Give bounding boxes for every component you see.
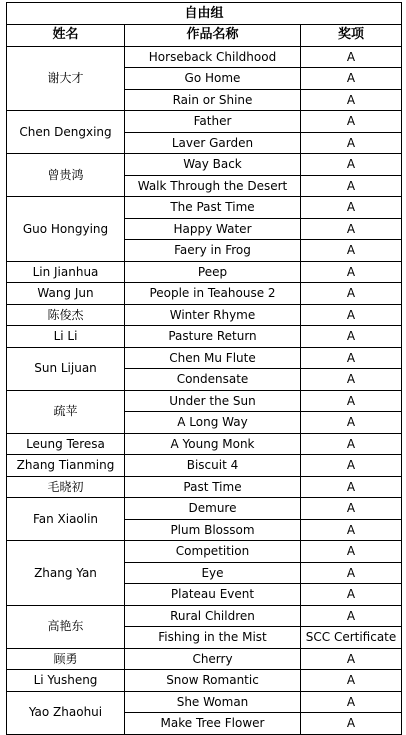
award-cell: A	[301, 455, 402, 477]
table-row	[7, 283, 402, 305]
table-row	[7, 648, 402, 670]
work-title-cell: Eye	[125, 562, 301, 584]
award-cell: A	[301, 584, 402, 606]
author-name-cell: Fan Xiaolin	[7, 498, 125, 541]
work-title-cell: Walk Through the Desert	[125, 175, 301, 197]
award-cell: SCC Certificate	[301, 627, 402, 649]
award-cell: A	[301, 691, 402, 713]
award-cell: A	[301, 713, 402, 735]
header-award: 奖项	[301, 25, 402, 47]
work-title-cell: Laver Garden	[125, 132, 301, 154]
award-cell: A	[301, 476, 402, 498]
award-cell: A	[301, 46, 402, 68]
author-name-cell: Wang Jun	[7, 283, 125, 305]
work-title-cell: Peep	[125, 261, 301, 283]
award-cell: A	[301, 111, 402, 133]
author-name-cell: Sun Lijuan	[7, 347, 125, 390]
table-row	[7, 197, 402, 219]
work-title-cell: Way Back	[125, 154, 301, 176]
table-body	[7, 46, 402, 734]
table-row	[7, 46, 402, 68]
work-title-cell: Condensate	[125, 369, 301, 391]
award-cell: A	[301, 326, 402, 348]
table-row	[7, 541, 402, 563]
table-row	[7, 326, 402, 348]
author-name-cell: 顾勇	[7, 648, 125, 670]
table-row	[7, 433, 402, 455]
work-title-cell: Go Home	[125, 68, 301, 90]
award-cell: A	[301, 412, 402, 434]
work-title-cell: Under the Sun	[125, 390, 301, 412]
table-row	[7, 154, 402, 176]
work-title-cell: A Long Way	[125, 412, 301, 434]
author-name-cell: Li Yusheng	[7, 670, 125, 692]
author-name-cell: 毛晓初	[7, 476, 125, 498]
work-title-cell: Past Time	[125, 476, 301, 498]
award-cell: A	[301, 154, 402, 176]
award-cell: A	[301, 390, 402, 412]
table-row	[7, 670, 402, 692]
award-cell: A	[301, 304, 402, 326]
author-name-cell: 高艳东	[7, 605, 125, 648]
award-cell: A	[301, 132, 402, 154]
work-title-cell: People in Teahouse 2	[125, 283, 301, 305]
work-title-cell: Make Tree Flower	[125, 713, 301, 735]
award-cell: A	[301, 240, 402, 262]
award-cell: A	[301, 218, 402, 240]
header-row	[7, 25, 402, 47]
work-title-cell: Fishing in the Mist	[125, 627, 301, 649]
title-row	[7, 3, 402, 25]
author-name-cell: Yao Zhaohui	[7, 691, 125, 734]
work-title-cell: Competition	[125, 541, 301, 563]
table-row	[7, 476, 402, 498]
table-row	[7, 498, 402, 520]
table-row	[7, 390, 402, 412]
award-cell: A	[301, 369, 402, 391]
author-name-cell: Zhang Yan	[7, 541, 125, 606]
work-title-cell: The Past Time	[125, 197, 301, 219]
work-title-cell: Winter Rhyme	[125, 304, 301, 326]
author-name-cell: 陈俊杰	[7, 304, 125, 326]
work-title-cell: Pasture Return	[125, 326, 301, 348]
table-row	[7, 455, 402, 477]
award-cell: A	[301, 347, 402, 369]
table-row	[7, 304, 402, 326]
table-row	[7, 605, 402, 627]
award-table	[6, 2, 402, 735]
author-name-cell: Leung Teresa	[7, 433, 125, 455]
award-cell: A	[301, 670, 402, 692]
award-cell: A	[301, 562, 402, 584]
award-cell: A	[301, 433, 402, 455]
work-title-cell: Biscuit 4	[125, 455, 301, 477]
award-cell: A	[301, 648, 402, 670]
award-cell: A	[301, 498, 402, 520]
award-cell: A	[301, 261, 402, 283]
work-title-cell: Father	[125, 111, 301, 133]
award-cell: A	[301, 541, 402, 563]
award-cell: A	[301, 197, 402, 219]
author-name-cell: 曾贵鸿	[7, 154, 125, 197]
work-title-cell: Plum Blossom	[125, 519, 301, 541]
author-name-cell: Chen Dengxing	[7, 111, 125, 154]
table-head	[7, 3, 402, 47]
award-cell: A	[301, 605, 402, 627]
work-title-cell: Cherry	[125, 648, 301, 670]
work-title-cell: Snow Romantic	[125, 670, 301, 692]
work-title-cell: Horseback Childhood	[125, 46, 301, 68]
author-name-cell: 谢大才	[7, 46, 125, 111]
work-title-cell: Plateau Event	[125, 584, 301, 606]
work-title-cell: Demure	[125, 498, 301, 520]
author-name-cell: Li Li	[7, 326, 125, 348]
header-work: 作品名称	[125, 25, 301, 47]
table-title: 自由组	[7, 3, 402, 25]
table-row	[7, 111, 402, 133]
award-cell: A	[301, 68, 402, 90]
table-row	[7, 691, 402, 713]
award-cell: A	[301, 175, 402, 197]
header-name: 姓名	[7, 25, 125, 47]
author-name-cell: Guo Hongying	[7, 197, 125, 262]
author-name-cell: Lin Jianhua	[7, 261, 125, 283]
work-title-cell: She Woman	[125, 691, 301, 713]
work-title-cell: Rural Children	[125, 605, 301, 627]
award-cell: A	[301, 89, 402, 111]
work-title-cell: A Young Monk	[125, 433, 301, 455]
work-title-cell: Happy Water	[125, 218, 301, 240]
work-title-cell: Faery in Frog	[125, 240, 301, 262]
award-cell: A	[301, 519, 402, 541]
work-title-cell: Rain or Shine	[125, 89, 301, 111]
work-title-cell: Chen Mu Flute	[125, 347, 301, 369]
author-name-cell: 疏苹	[7, 390, 125, 433]
table-row	[7, 261, 402, 283]
author-name-cell: Zhang Tianming	[7, 455, 125, 477]
table-row	[7, 347, 402, 369]
award-cell: A	[301, 283, 402, 305]
